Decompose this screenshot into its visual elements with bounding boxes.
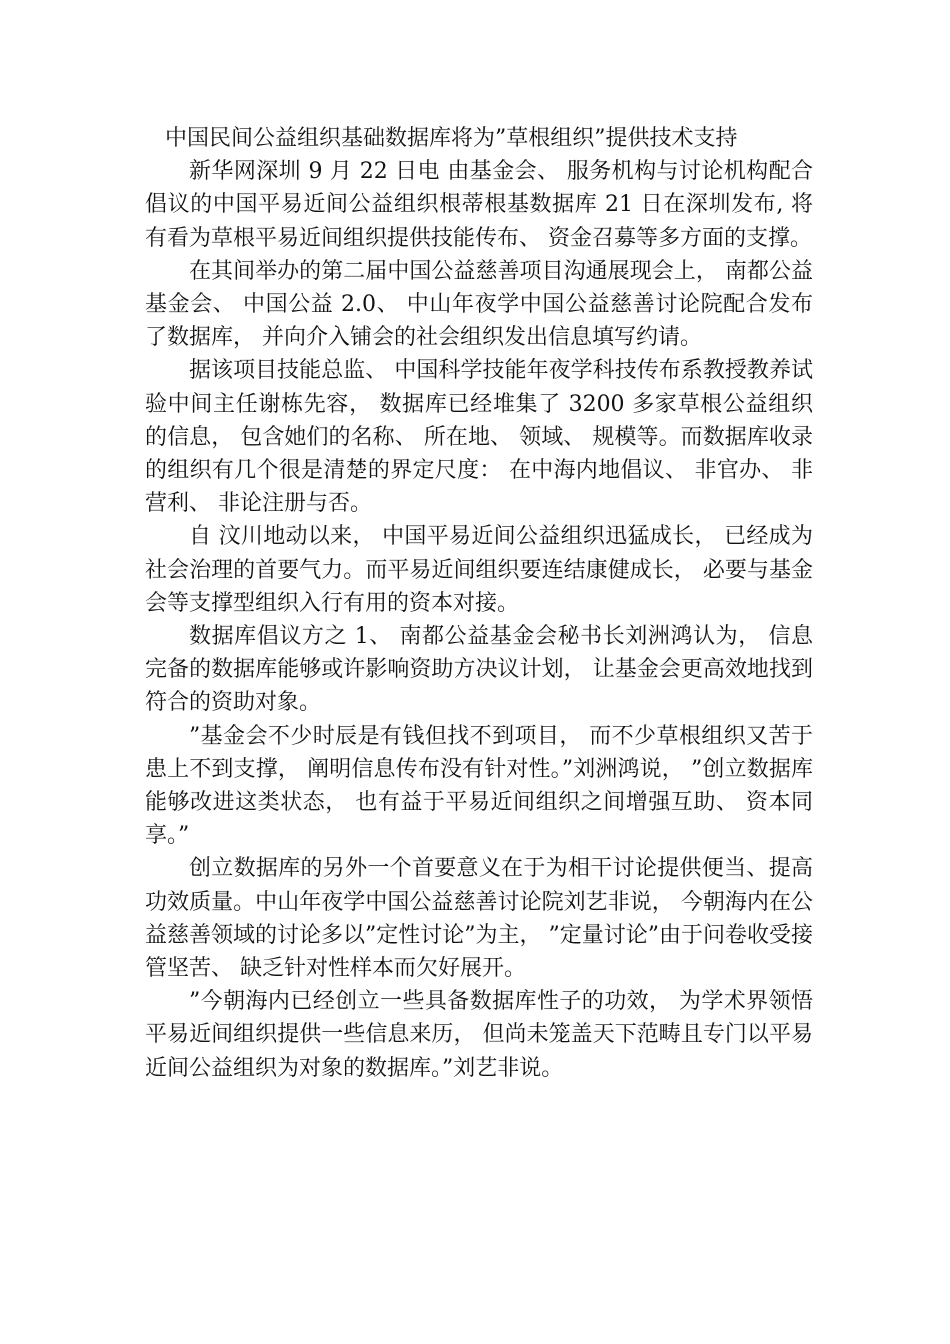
paragraph: 新华网深圳 9 月 22 日电 由基金会、 服务机构与讨论机构配合倡议的中国平易近间公益组织根蒂根基数据库 21 日在深圳发布, 将有看为草根平易近间组织提供技能传布、 资金召募等多方面的支撑。 xyxy=(145,159,813,251)
document-title: 中国民间公益组织基础数据库将为”草根组织”提供技术支持 xyxy=(165,126,738,151)
paragraph: ”基金会不少时辰是有钱但找不到项目， 而不少草根组织又苦于患上不到支撑， 阐明信息传布没有针对性。”刘洲鸿说， ”创立数据库能够改进这类状态， 也有益于平易近间组织之间增强互助、 资本同享。” xyxy=(145,723,813,849)
paragraph: ”今朝海内已经创立一些具备数据库性子的功效， 为学术界领悟平易近间组织提供一些信息来历， 但尚未笼盖天下范畴且专门以平易近间公益组织为对象的数据库。”刘艺非说。 xyxy=(145,989,813,1081)
paragraph: 数据库倡议方之 1、 南都公益基金会秘书长刘洲鸿认为， 信息完备的数据库能够或许影响资助方决议计划， 让基金会更高效地找到符合的资助对象。 xyxy=(145,624,813,716)
paragraph: 自 汶川地动以来， 中国平易近间公益组织迅猛成长， 已经成为社会治理的首要气力。而平易近间组织要连结康健成长， 必要与基金会等支撑型组织入行有用的资本对接。 xyxy=(145,524,813,616)
paragraph: 据该项目技能总监、 中国科学技能年夜学科技传布系教授教养试验中间主任谢栋先容， 数据库已经堆集了 3200 多家草根公益组织的信息， 包含她们的名称、 所在地、 领域、 规模等。而数据库收录的组织有几个很是清楚的界定尺度： 在中海内地倡议、 非官办、 非营利、 非论注册与否。 xyxy=(145,358,813,517)
article-body xyxy=(145,122,813,1085)
paragraph: 在其间举办的第二届中国公益慈善项目沟通展现会上， 南都公益基金会、 中国公益 2.0、 中山年夜学中国公益慈善讨论院配合发布了数据库， 并向介入铺会的社会组织发出信息填写约请。 xyxy=(145,258,813,351)
paragraph: 创立数据库的另外一个首要意义在于为相干讨论提供便当、提高功效质量。中山年夜学中国公益慈善讨论院刘艺非说， 今朝海内在公益慈善领域的讨论多以”定性讨论”为主， ”定量讨论”由于问卷收受接管坚苦、 缺乏针对性样本而欠好展开。 xyxy=(145,856,813,982)
